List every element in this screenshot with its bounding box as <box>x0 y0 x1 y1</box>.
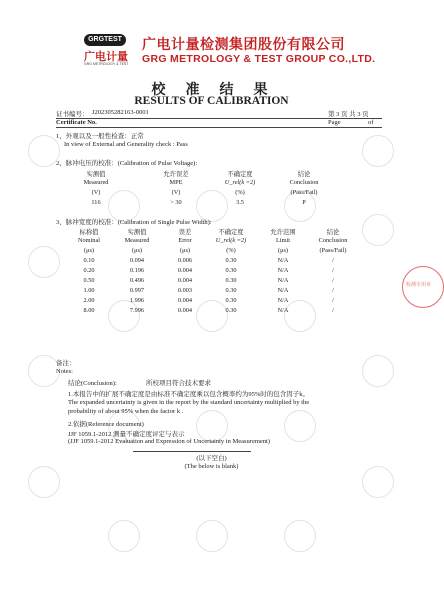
page-title-cn: 校准结果 <box>151 82 288 98</box>
header-cn: 结论 <box>297 171 311 178</box>
header-unit: (V) <box>91 189 101 196</box>
section2-title: 2、脉冲电压的校准：(Calibration of Pulse Voltage): <box>56 160 198 167</box>
logo-subtitle: GRG METROLOGY & TEST <box>84 62 129 66</box>
watermark-circle <box>196 300 228 332</box>
blank-marker-en: (The below is blank) <box>184 463 239 470</box>
table-cell: 2.00 <box>83 297 95 304</box>
header-en: Measured <box>124 237 150 244</box>
note1-en-a: The expanded uncertainty is given in the report by the standard uncertainty multiplied by the <box>68 399 310 406</box>
watermark-circle <box>284 300 316 332</box>
table-cell: 0.004 <box>177 267 193 274</box>
watermark-circle <box>28 246 60 278</box>
header-cn: 允许范围 <box>270 229 296 236</box>
watermark-circle <box>362 214 394 246</box>
header-en: Conclusion <box>289 179 319 186</box>
watermark-circle <box>362 355 394 387</box>
notes-label-cn: 备注： <box>56 360 76 367</box>
header-en: Error <box>178 237 192 244</box>
watermark-circle <box>362 135 394 167</box>
table-cell: 0.30 <box>225 267 237 274</box>
table-cell: 0.30 <box>225 287 237 294</box>
header-cn: 标称值 <box>79 229 99 236</box>
header-unit: (V) <box>171 189 181 196</box>
table-cell: N/A <box>277 267 289 274</box>
page-title-en: RESULTS OF CALIBRATION <box>134 95 289 107</box>
table-cell: 7.996 <box>129 307 145 314</box>
conclusion-label: 结论(Conclusion): <box>68 380 117 387</box>
table-cell: 0.196 <box>129 267 145 274</box>
watermark-circle <box>362 466 394 498</box>
header-unit: (%) <box>226 247 236 254</box>
table-cell: 1.996 <box>129 297 145 304</box>
header-en: Nominal <box>77 237 101 244</box>
header-unit: (Pass/Fail) <box>319 247 347 254</box>
certificate-no-label-en: Certificate No. <box>56 119 97 126</box>
table-cell: 0.003 <box>177 287 193 294</box>
table-cell: P <box>302 199 306 206</box>
watermark-circle <box>284 520 316 552</box>
conclusion-value: 所校项目符合技术要求 <box>146 380 211 387</box>
table-cell: 0.006 <box>177 257 193 264</box>
table-cell: 0.30 <box>225 277 237 284</box>
watermark-circle <box>108 300 140 332</box>
table-cell: 0.997 <box>129 287 145 294</box>
table-cell: 0.20 <box>83 267 95 274</box>
section1-line: In view of External and Generality check : Pass <box>64 141 188 148</box>
header-cn: 不确定度 <box>218 229 244 236</box>
header-en: U_rel(k =2) <box>215 237 247 244</box>
notes-label-en: Notes: <box>56 368 73 375</box>
note2-cn: JJF 1059.1-2012 测量不确定度评定与表示 <box>68 431 185 438</box>
table-cell: 0.004 <box>177 277 193 284</box>
table-cell: 1.00 <box>83 287 95 294</box>
company-name-en: GRG METROLOGY & TEST GROUP CO.,LTD. <box>142 53 376 65</box>
header-en: Conclusion <box>318 237 348 244</box>
certificate-no-value: J202305282163-0001 <box>92 109 149 116</box>
note1-cn: 1.本报告中的扩展不确定度是由标准不确定度乘以包含概率约为95%时的包含因子k。 <box>68 391 310 398</box>
header-unit: (μs) <box>131 247 143 254</box>
header-cn: 实测值 <box>86 171 106 178</box>
table-cell: N/A <box>277 307 289 314</box>
header-cn: 不确定度 <box>227 171 253 178</box>
logo-chinese-name: 广电计量 <box>84 50 128 63</box>
note2-label: 2.依据(Reference document) <box>68 421 144 428</box>
header-unit: (μs) <box>277 247 289 254</box>
table-cell: 3.5 <box>236 199 244 206</box>
note1-en-b: probability of about 95% when the factor k . <box>68 408 184 415</box>
table-cell: 0.30 <box>225 307 237 314</box>
header-en: U_rel(k =2) <box>224 179 256 186</box>
table-cell: N/A <box>277 277 289 284</box>
table-cell: > 30 <box>170 199 182 206</box>
watermark-circle <box>284 410 316 442</box>
header-unit: (%) <box>235 189 245 196</box>
header-unit: (Pass/Fail) <box>290 189 318 196</box>
header-unit: (μs) <box>83 247 95 254</box>
page-label-en: Page <box>328 119 341 126</box>
logo-badge: GRGTEST <box>84 34 126 46</box>
table-cell: / <box>332 257 334 264</box>
table-cell: 0.004 <box>177 307 193 314</box>
watermark-circle <box>28 466 60 498</box>
watermark-circle <box>108 520 140 552</box>
note2-en: (JJF 1059.1-2012 Evaluation and Expression of Uncertainty in Measurement) <box>68 438 270 445</box>
header-cn: 允许误差 <box>163 171 189 178</box>
table-cell: / <box>332 297 334 304</box>
table-cell: 0.004 <box>177 297 193 304</box>
table-cell: 116 <box>91 199 101 206</box>
table-cell: 0.10 <box>83 257 95 264</box>
section1-title: 1、外观以及一般性检查：正常 <box>56 133 144 140</box>
blank-marker-cn: (以下空白) <box>196 455 227 462</box>
table-cell: N/A <box>277 297 289 304</box>
table-cell: 8.00 <box>83 307 95 314</box>
header-en: MPE <box>169 179 183 186</box>
table-cell: 0.496 <box>129 277 145 284</box>
table-cell: 0.094 <box>129 257 145 264</box>
table-cell: N/A <box>277 257 289 264</box>
watermark-circle <box>196 520 228 552</box>
official-seal <box>402 266 444 308</box>
table-cell: / <box>332 287 334 294</box>
blank-divider <box>133 451 251 452</box>
table-cell: N/A <box>277 287 289 294</box>
divider-line <box>56 127 382 128</box>
table-cell: 0.30 <box>225 257 237 264</box>
table-cell: / <box>332 267 334 274</box>
header-cn: 结论 <box>326 229 340 236</box>
table-cell: / <box>332 307 334 314</box>
table-cell: / <box>332 277 334 284</box>
section3-title: 3、脉冲宽度的校准：(Calibration of Single Pulse Width): <box>56 219 212 226</box>
header-cn: 实测值 <box>127 229 147 236</box>
header-cn: 误差 <box>178 229 192 236</box>
header-en: Measured <box>83 179 109 186</box>
page-indicator-cn: 第 3 页 共 3 页 <box>328 111 369 118</box>
page-of-label-en: of <box>368 119 374 126</box>
table-cell: 0.50 <box>83 277 95 284</box>
certificate-no-label-cn: 证书编号： <box>56 111 89 118</box>
seal-text: 检测专用章 <box>406 282 432 288</box>
header-en: Limit <box>276 237 290 244</box>
table-cell: 0.30 <box>225 297 237 304</box>
company-name-cn: 广电计量检测集团股份有限公司 <box>142 37 345 53</box>
header-unit: (μs) <box>179 247 191 254</box>
